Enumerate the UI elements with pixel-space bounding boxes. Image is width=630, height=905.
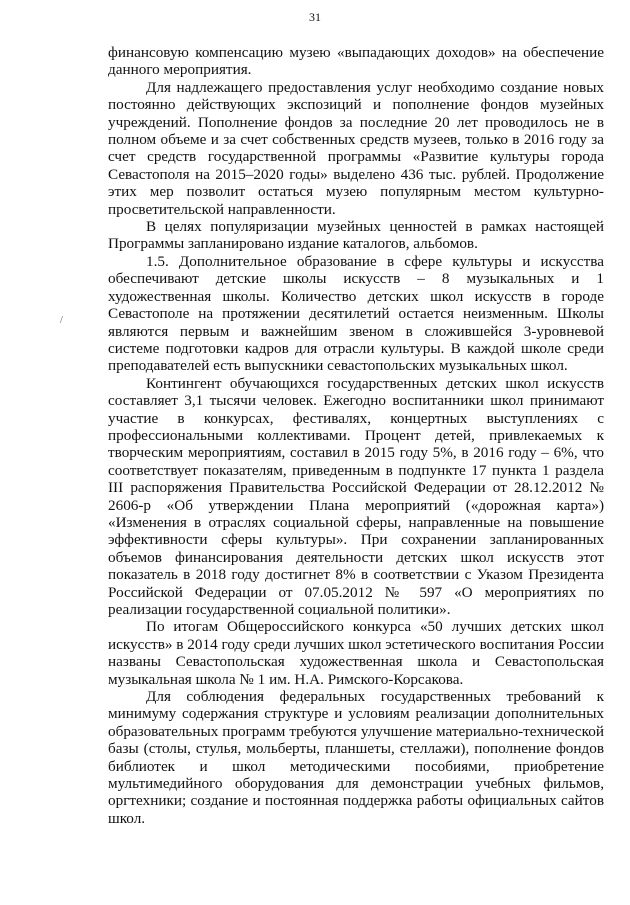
paragraph-continuation: финансовую компенсацию музею «выпадающих доходов» на обеспечение данного мероприятия. bbox=[108, 44, 604, 79]
paragraph-contingent: Контингент обучающихся государственных детских школ искусств составляет 3,1 тысячи человек. Ежегодно воспитанники школ принимают участие в конкурсах, фестивалях, концертных выступлениях с профессиональными коллективами. Процент детей, привлекаемых к творческим мероприятиям, составил в 2015 году 5%, в 2016 году – 6%, что соответствует показателям, приведенным в подпункте 17 пункта 1 раздела III распоряжения Правительства Российской Федерации от 28.12.2012 № 2606-р «Об утверждении Плана мероприятий («дорожная карта») «Изменения в отраслях социальной сферы, направленные на повышение эффективности сферы культуры». При сохранении запланированных объемов финансирования деятельности детских школ искусств этот показатель в 2018 году достигнет 8% в соответствии с Указом Президента Российской Федерации от 07.05.2012 № 597 «О мероприятиях по реализации государственной социальной политики». bbox=[108, 374, 604, 618]
paragraph-section-1-5: 1.5. Дополнительное образование в сфере культуры и искусства обеспечивают детские школы искусств – 8 музыкальных и 1 художественная школы. Количество детских школ искусств в городе Севастополе на протяжении десятилетий остается неизменным. Школы являются первым и важнейшим звеном в сложившейся 3-уровневой системе подготовки кадров для отрасли культуры. В каждой школе среди преподавателей есть выпускники севастопольских музыкальных школ. bbox=[108, 252, 604, 375]
paragraph-museum-funds: Для надлежащего предоставления услуг необходимо создание новых постоянно действующих экспозиций и пополнение фондов музейных учреждений. Пополнение фондов за последние 20 лет проводилось не в полном объеме и за счет собственных средств музеев, только в 2016 году за счет средств государственной программы «Развитие культуры города Севастополя на 2015–2020 годы» выделено 436 тыс. рублей. Продолжение этих мер позволит остаться музею популярным местом культурно-просветительской направленности. bbox=[108, 78, 604, 218]
page-number: 31 bbox=[309, 10, 321, 24]
paragraph-requirements: Для соблюдения федеральных государственных требований к минимуму содержания структуре и условиям реализации дополнительных образовательных программ требуются улучшение материально-технической базы (столы, стулья, мольберты, планшеты, стеллажи), пополнение фондов библиотек и школ методическими пособиями, приобретение мультимедийного оборудования для демонстрации учебных фильмов, оргтехники; создание и постоянная поддержка работы официальных сайтов школ. bbox=[108, 688, 604, 827]
document-body bbox=[108, 44, 604, 827]
margin-mark: / bbox=[60, 315, 63, 326]
paragraph-catalogs: В целях популяризации музейных ценностей в рамках настоящей Программы запланировано издание каталогов, альбомов. bbox=[108, 218, 604, 253]
paragraph-contest: По итогам Общероссийского конкурса «50 лучших детских школ искусств» в 2014 году среди лучших школ эстетического воспитания России названы Севастопольская художественная школа и Севастопольская музыкальная школа № 1 им. Н.А. Римского-Корсакова. bbox=[108, 618, 604, 688]
